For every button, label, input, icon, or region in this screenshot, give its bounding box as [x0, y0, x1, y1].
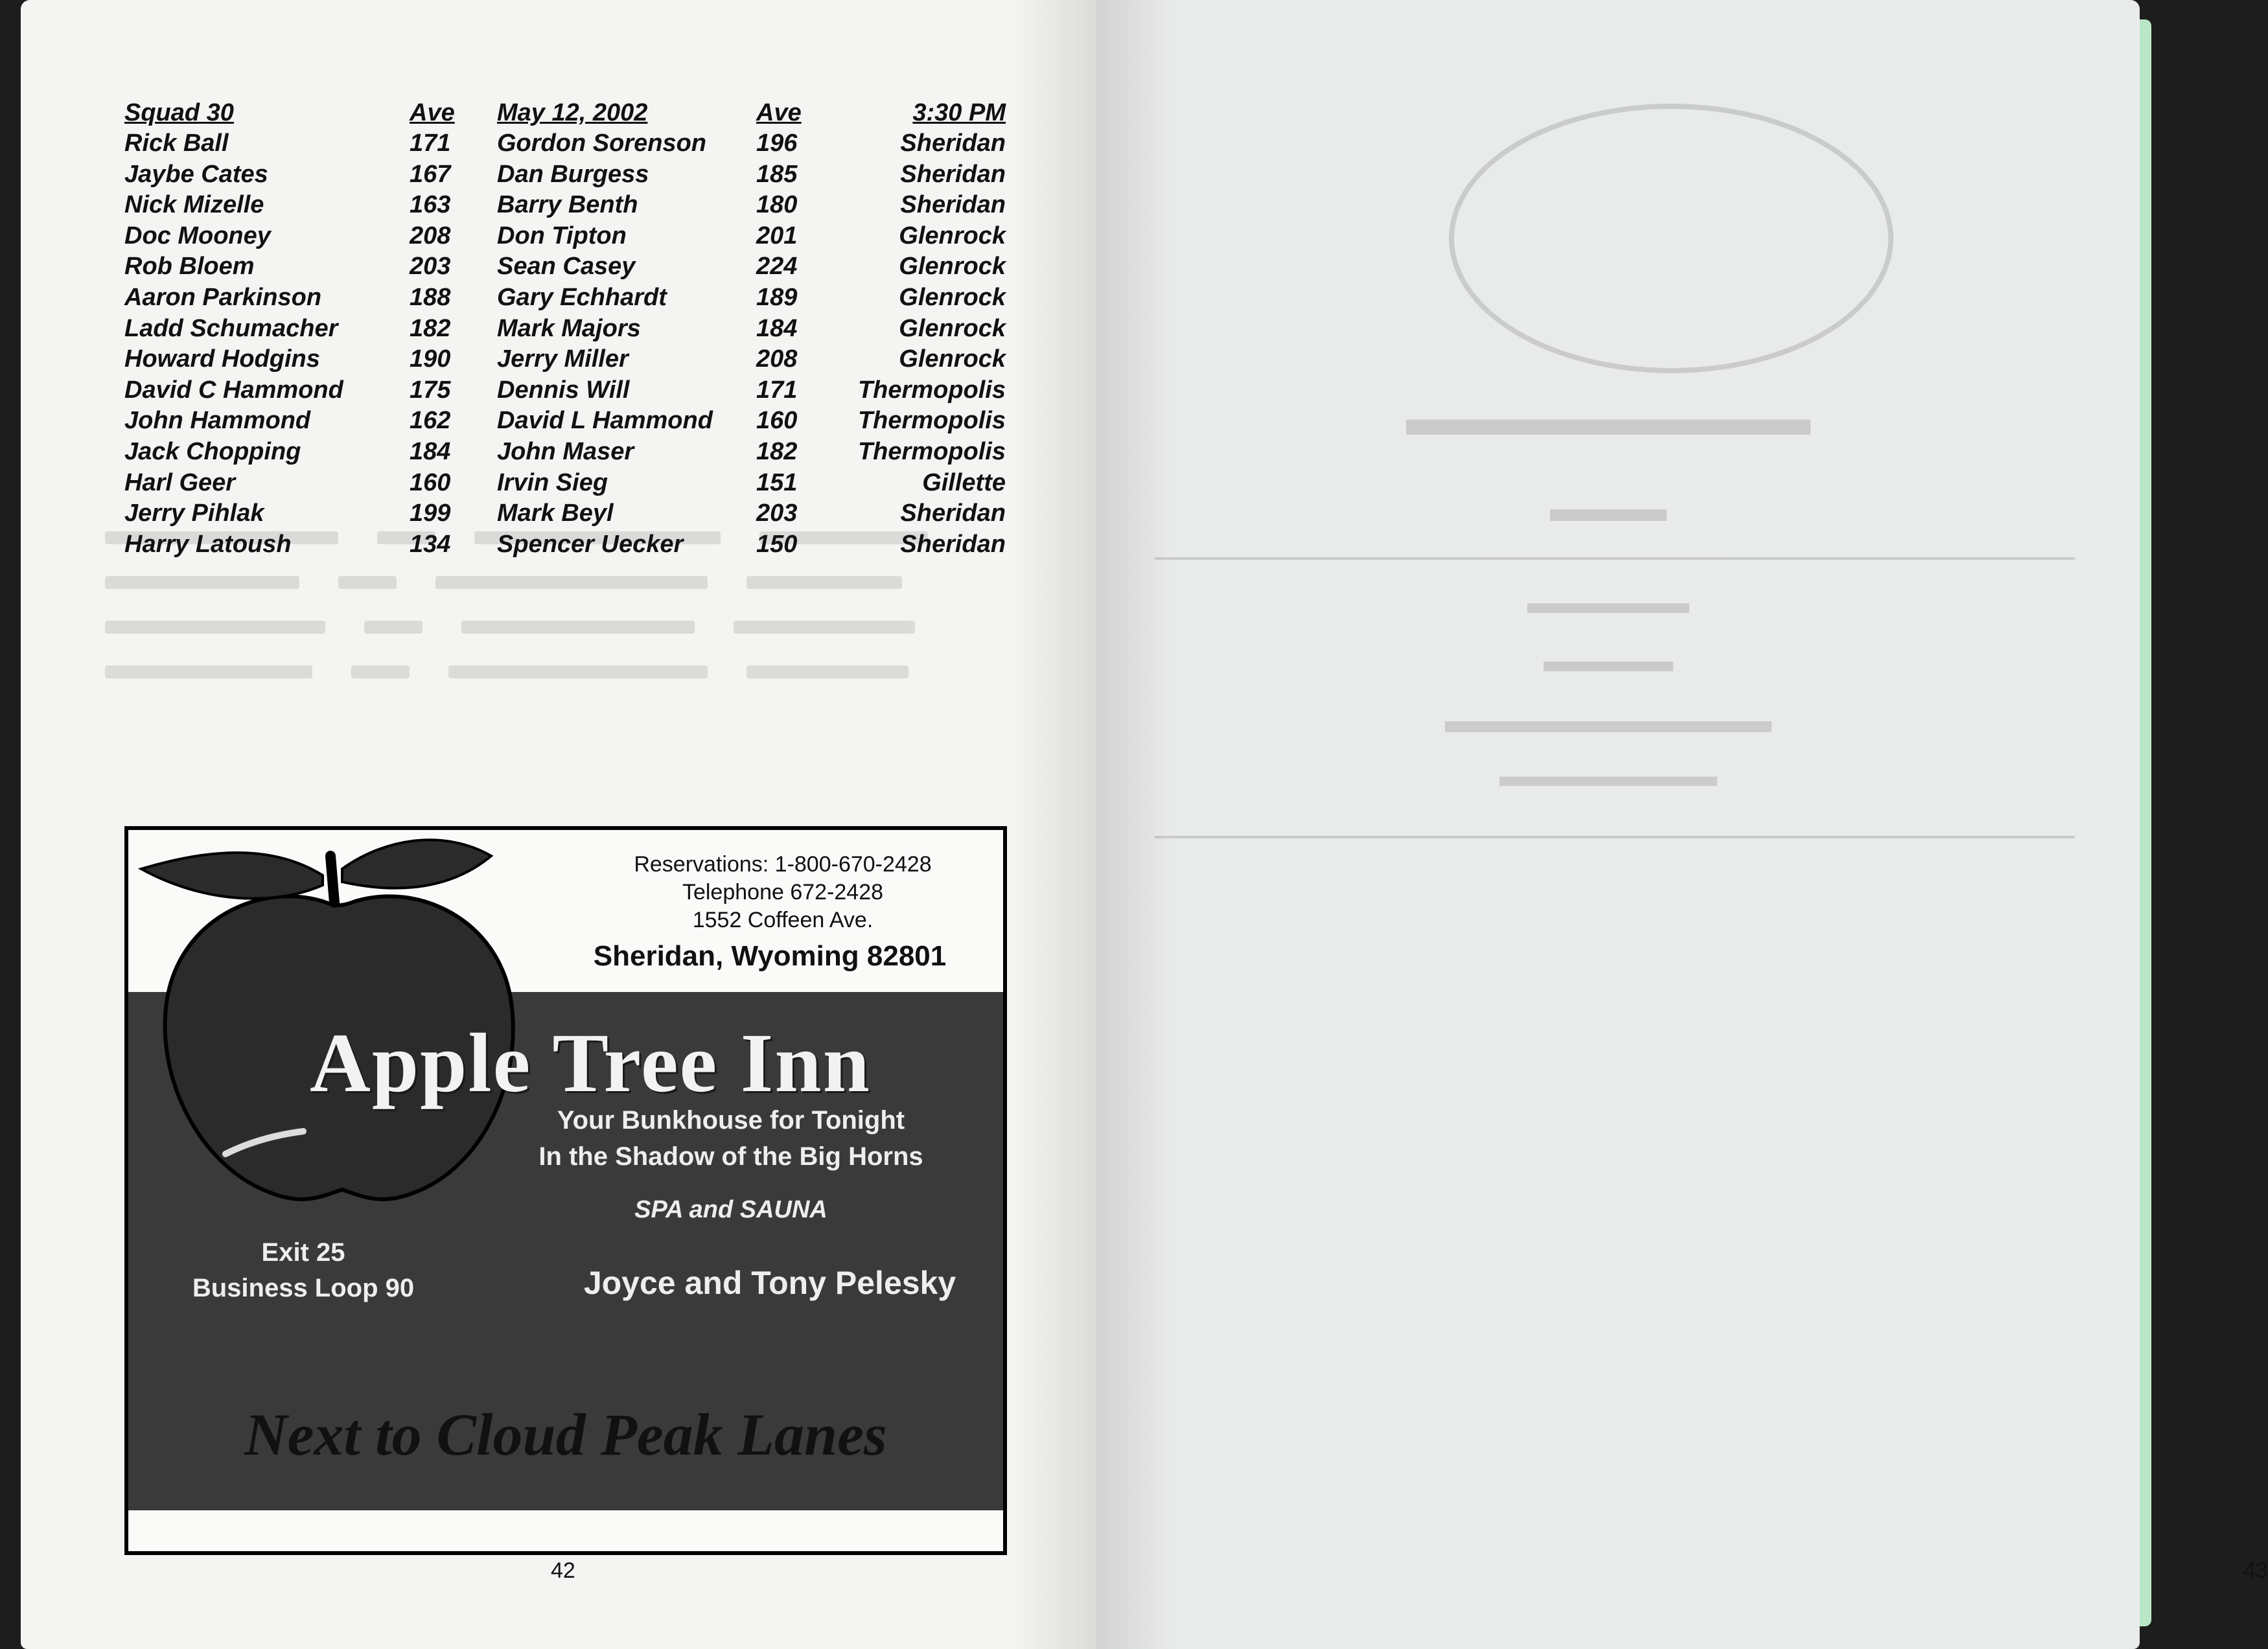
bowler-average: 184: [756, 314, 798, 342]
team-town: Thermopolis: [857, 376, 1006, 404]
bowler-average: 199: [410, 500, 451, 527]
roster-row: [124, 221, 1006, 252]
bowler-average: 163: [410, 191, 451, 219]
city-address: Sheridan, Wyoming 82801: [593, 940, 947, 972]
bowler-name: Doc Mooney: [124, 222, 271, 249]
page-right: [1096, 0, 2268, 1649]
bowler-average: 134: [410, 530, 451, 558]
roster-row: [124, 498, 1006, 529]
bowler-name: Howard Hodgins: [124, 345, 320, 373]
bowler-name: Gordon Sorenson: [497, 130, 706, 157]
team-town: Glenrock: [899, 253, 1006, 281]
bowler-name: Spencer Uecker: [497, 530, 684, 558]
bowler-name: Dan Burgess: [497, 160, 649, 188]
bowler-average: 182: [410, 314, 451, 342]
time-label: 3:30 PM: [912, 99, 1006, 126]
bowler-name: Dennis Will: [497, 376, 630, 404]
bowler-average: 151: [756, 468, 798, 496]
bowler-average: 190: [410, 345, 451, 373]
bowler-average: 203: [756, 500, 798, 527]
roster-row: [124, 406, 1006, 437]
bowler-name: Irvin Sieg: [497, 468, 608, 496]
bowler-average: 196: [756, 130, 798, 157]
bleed-through-line: ▬▬▬▬▬▬▬: [1499, 759, 1717, 793]
reservations-phone: Reservations: 1-800-670-2428: [634, 852, 932, 877]
bowler-name: Sean Casey: [497, 253, 636, 281]
bowler-name: Jaybe Cates: [124, 160, 268, 188]
bleed-through-ad: [1096, 0, 2140, 907]
bowler-average: 171: [756, 376, 798, 404]
team-town: Sheridan: [900, 130, 1006, 157]
bowler-average: 160: [756, 407, 798, 435]
street-address: 1552 Coffeen Ave.: [692, 908, 874, 932]
bowler-average: 203: [410, 253, 451, 281]
team-town: Glenrock: [899, 314, 1006, 342]
tagline-line-2: In the Shadow of the Big Horns: [538, 1142, 923, 1171]
team-town: Thermopolis: [857, 407, 1006, 435]
bowler-average: 180: [756, 191, 798, 219]
roster-row: [124, 529, 1006, 560]
bowler-name: Jerry Miller: [497, 345, 629, 373]
bowler-name: Rick Ball: [124, 130, 229, 157]
bowler-average: 201: [756, 222, 798, 249]
team-town: Glenrock: [899, 222, 1006, 249]
highway-exit-info: [154, 1235, 452, 1306]
team-town: Sheridan: [900, 191, 1006, 219]
bowler-average: 208: [756, 345, 798, 373]
bowler-average: 171: [410, 130, 451, 157]
bowler-average: 175: [410, 376, 451, 404]
team-town: Glenrock: [899, 283, 1006, 311]
bowler-name: Mark Majors: [497, 314, 641, 342]
owners-names: Joyce and Tony Pelesky: [583, 1265, 956, 1301]
roster-row: [124, 375, 1006, 406]
team-town: Gillette: [922, 468, 1006, 496]
bowler-average: 162: [410, 407, 451, 435]
team-town: Sheridan: [900, 160, 1006, 188]
roster-row: [124, 159, 1006, 190]
bowler-name: Ladd Schumacher: [124, 314, 338, 342]
bowler-name: Mark Beyl: [497, 500, 614, 527]
inn-name-logo: Apple Tree Inn: [310, 1017, 871, 1110]
roster-row: [124, 128, 1006, 159]
bowler-name: Jack Chopping: [124, 437, 301, 465]
team-town: Sheridan: [900, 500, 1006, 527]
bowler-average: 182: [756, 437, 798, 465]
page-edge-tint: [2140, 19, 2151, 1626]
average-header: Ave: [410, 99, 455, 126]
spa-sauna-label: SPA and SAUNA: [634, 1196, 827, 1223]
bowler-name: Jerry Pihlak: [124, 500, 264, 527]
bowler-name: Gary Echhardt: [497, 283, 667, 311]
bleed-through-rule: [1155, 836, 2075, 838]
ad-tagline: [465, 1102, 997, 1175]
page-number-left: 42: [551, 1558, 575, 1583]
bowler-average: 185: [756, 160, 798, 188]
bleed-through-line: ▬▬▬▬: [1544, 642, 1673, 678]
roster-row: [124, 314, 1006, 345]
average-header: Ave: [756, 99, 802, 126]
bleed-through-oval-logo: [1449, 104, 1893, 373]
date-label: May 12, 2002: [497, 99, 648, 126]
roster-row: [124, 468, 1006, 499]
bowler-name: David C Hammond: [124, 376, 343, 404]
bleed-through-line: ▬▬▬▬▬▬▬▬▬: [1445, 700, 1772, 741]
bowler-average: 167: [410, 160, 451, 188]
roster-header-row: [124, 97, 1006, 128]
bowler-name: David L Hammond: [497, 407, 713, 435]
bowler-name: Barry Benth: [497, 191, 638, 219]
page-left: [21, 0, 1096, 1649]
bowler-average: 150: [756, 530, 798, 558]
roster-row: [124, 190, 1006, 221]
bleed-through-line: ▬▬▬▬▬: [1527, 584, 1689, 620]
bowler-name: Don Tipton: [497, 222, 627, 249]
bowler-name: John Hammond: [124, 407, 311, 435]
exit-number: Exit 25: [261, 1238, 345, 1267]
bowler-name: Harry Latoush: [124, 530, 292, 558]
bowler-name: John Maser: [497, 437, 634, 465]
roster-row: [124, 437, 1006, 468]
tagline-line-1: Your Bunkhouse for Tonight: [557, 1106, 905, 1135]
bleed-through-rule: [1155, 557, 2075, 560]
bowler-average: 189: [756, 283, 798, 311]
bowler-name: Nick Mizelle: [124, 191, 264, 219]
roster-row: [124, 283, 1006, 314]
roster-row: [124, 344, 1006, 375]
bowler-average: 188: [410, 283, 451, 311]
bowler-average: 160: [410, 468, 451, 496]
squad-label: Squad 30: [124, 99, 234, 126]
team-town: Glenrock: [899, 345, 1006, 373]
ad-location-slogan: Next to Cloud Peak Lanes: [244, 1401, 887, 1468]
bleed-through-line: ▬▬▬: [1550, 487, 1667, 529]
ad-contact-block: [582, 851, 984, 934]
apple-tree-inn-advertisement: [124, 826, 1007, 1555]
bowler-average: 224: [756, 253, 798, 281]
bowler-average: 184: [410, 437, 451, 465]
roster-row: [124, 251, 1006, 283]
bowler-name: Aaron Parkinson: [124, 283, 322, 311]
telephone: Telephone 672-2428: [682, 880, 884, 905]
business-loop: Business Loop 90: [192, 1274, 415, 1302]
bowler-name: Rob Bloem: [124, 253, 255, 281]
squad-roster-table: [124, 97, 1006, 560]
team-town: Sheridan: [900, 530, 1006, 558]
page-number-right: 43: [2243, 1558, 2268, 1583]
bowler-average: 208: [410, 222, 451, 249]
bowler-name: Harl Geer: [124, 468, 236, 496]
bleed-through-line: ▬▬▬▬▬▬▬▬: [1406, 389, 1811, 446]
team-town: Thermopolis: [857, 437, 1006, 465]
